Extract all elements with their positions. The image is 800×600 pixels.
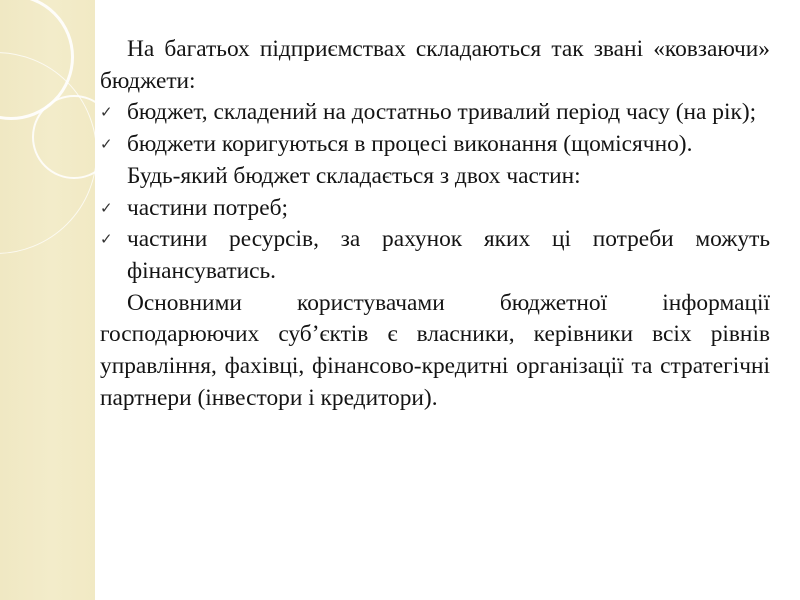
bullet-item (100, 224, 770, 287)
parts-paragraph: Будь-який бюджет складається з двох частин: (127, 162, 581, 189)
bullet-text: бюджети коригуються в процесі виконання (щомісячно). (127, 131, 693, 158)
bullet-text: частини потреб; (127, 194, 289, 221)
bullet-item (100, 129, 770, 161)
checkmark-bullet-icon: ✓ (100, 135, 113, 154)
decorative-circle (0, 52, 95, 254)
slide-body (100, 34, 770, 414)
decorative-sidebar (0, 0, 95, 600)
bullet-text: бюджет, складений на достатньо тривалий період часу (на рік); (127, 99, 757, 126)
checkmark-bullet-icon: ✓ (100, 198, 113, 217)
intro-paragraph: На багатьох підприємствах складаються так звані «ковзаючи» бюджети: (100, 36, 770, 94)
bullet-text: частини ресурсів, за рахунок яких ці потреби можуть фінансуватись. (127, 226, 770, 284)
checkmark-bullet-icon: ✓ (100, 103, 113, 122)
users-paragraph: Основними користувачами бюджетної інформації господарюючих суб’єктів є власники, керівники всіх рівнів управління, фахівці, фінансово-кредитні організації та стратегічні партнери (інвестори і кредитори). (100, 289, 770, 411)
checkmark-bullet-icon: ✓ (100, 230, 113, 249)
bullet-item (100, 97, 770, 129)
bullet-item (100, 193, 770, 225)
